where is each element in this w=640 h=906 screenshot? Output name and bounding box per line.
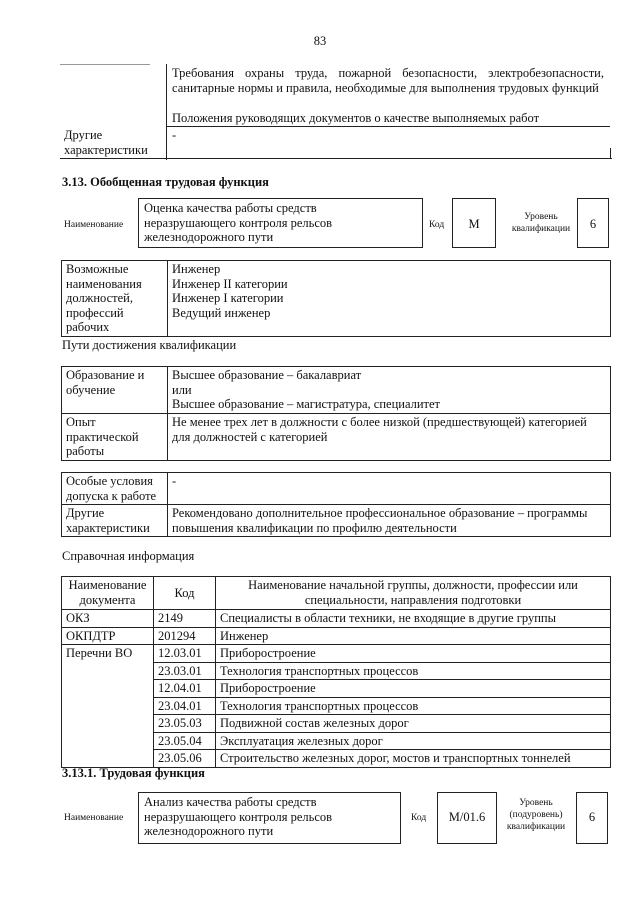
column-header: Код [154,577,216,610]
education-table [61,366,611,461]
other-characteristics-value: - [172,128,177,142]
code-label: Код [429,220,445,230]
subsection-heading: 3.13.1. Трудовая функция [62,766,205,780]
table-cell: 201294 [154,627,216,645]
reference-table [61,576,611,768]
table-cell: 23.03.01 [154,662,216,680]
experience-label: Опыт практической работы [62,414,168,461]
education-line: или [172,382,192,397]
level-label: Уровень (подуровень) квалификации [506,798,566,832]
position-item: Инженер I категории [172,291,284,305]
reference-title: Справочная информация [62,549,195,563]
divider [60,64,150,65]
table-cell: Технология транспортных процессов [216,697,611,715]
table-cell: Строительство железных дорог, мостов и транспортных тоннелей [216,750,611,768]
level-value: 6 [589,217,597,231]
table-cell: 2149 [154,610,216,628]
table-header-row [62,577,611,610]
column-header: Наименование документа [62,577,154,610]
section-heading: 3.13. Обобщенная трудовая функция [62,175,269,189]
other-characteristics-value: Рекомендовано дополнительное профессиональное образование – программы повышения квалификации по профилю деятельности [168,505,611,537]
code-label: Код [411,813,427,823]
code-value: М [468,217,480,231]
position-item: Инженер [172,262,221,276]
special-conditions-label: Особые условия допуска к работе [62,473,168,505]
table-cell: 23.05.04 [154,732,216,750]
table-cell: Технология транспортных процессов [216,662,611,680]
level-label: Уровень квалификации [511,212,571,234]
conditions-table [61,472,611,537]
guideline-text: Положения руководящих документов о качестве выполняемых работ [172,111,540,125]
table-cell: Приборостроение [216,645,611,663]
table-cell: ОКПДТР [62,627,154,645]
column-header: Наименование начальной группы, должности, профессии или специальности, направления подготовки [216,577,611,610]
table-row [62,610,611,628]
experience-value: Не менее трех лет в должности с более низкой (предшествующей) категорией для должностей с категорией [168,414,611,461]
other-characteristics-label: Другие характеристики [64,128,148,157]
divider [166,126,610,127]
other-characteristics-label: Другие характеристики [62,505,168,537]
education-value [168,367,611,414]
positions-list [168,261,611,337]
table-cell: Специалисты в области техники, не входящие в другие группы [216,610,611,628]
table-cell: Эксплуатация железных дорог [216,732,611,750]
name-value: Оценка качества работы средств неразрушающего контроля рельсов железнодорожного пути [144,201,333,244]
special-conditions-value: - [168,473,611,505]
table-cell: Перечни ВО [62,645,154,768]
level-value: 6 [588,810,596,824]
education-line: Высшее образование – бакалавриат [172,368,362,382]
requirements-text: Требования охраны труда, пожарной безопасности, электробезопасности, санитарные нормы и правила, необходимые для выполнения трудовых функций [172,66,604,95]
table-cell: ОКЗ [62,610,154,628]
name-value: Анализ качества работы средств неразрушающего контроля рельсов железнодорожного пути [144,795,333,838]
positions-label: Возможные наименования должностей, профессий рабочих [62,261,168,337]
positions-table [61,260,611,337]
table-cell: Подвижной состав железных дорог [216,715,611,733]
position-item: Ведущий инженер [172,305,271,320]
divider [166,64,167,160]
table-cell: 23.05.06 [154,750,216,768]
table-cell: Приборостроение [216,680,611,698]
table-cell: 23.04.01 [154,697,216,715]
table-row [62,627,611,645]
paths-title: Пути достижения квалификации [62,338,237,352]
code-value: М/01.6 [448,810,486,824]
education-label: Образование и обучение [62,367,168,414]
table-cell: 12.04.01 [154,680,216,698]
name-label: Наименование [64,813,124,823]
education-line: Высшее образование – магистратура, специалитет [172,397,441,411]
position-item: Инженер II категории [172,276,288,291]
divider [60,158,612,159]
page-number: 83 [313,34,327,48]
table-row [62,645,611,663]
name-label: Наименование [64,220,124,230]
table-cell: Инженер [216,627,611,645]
table-cell: 23.05.03 [154,715,216,733]
table-cell: 12.03.01 [154,645,216,663]
divider [610,148,611,159]
